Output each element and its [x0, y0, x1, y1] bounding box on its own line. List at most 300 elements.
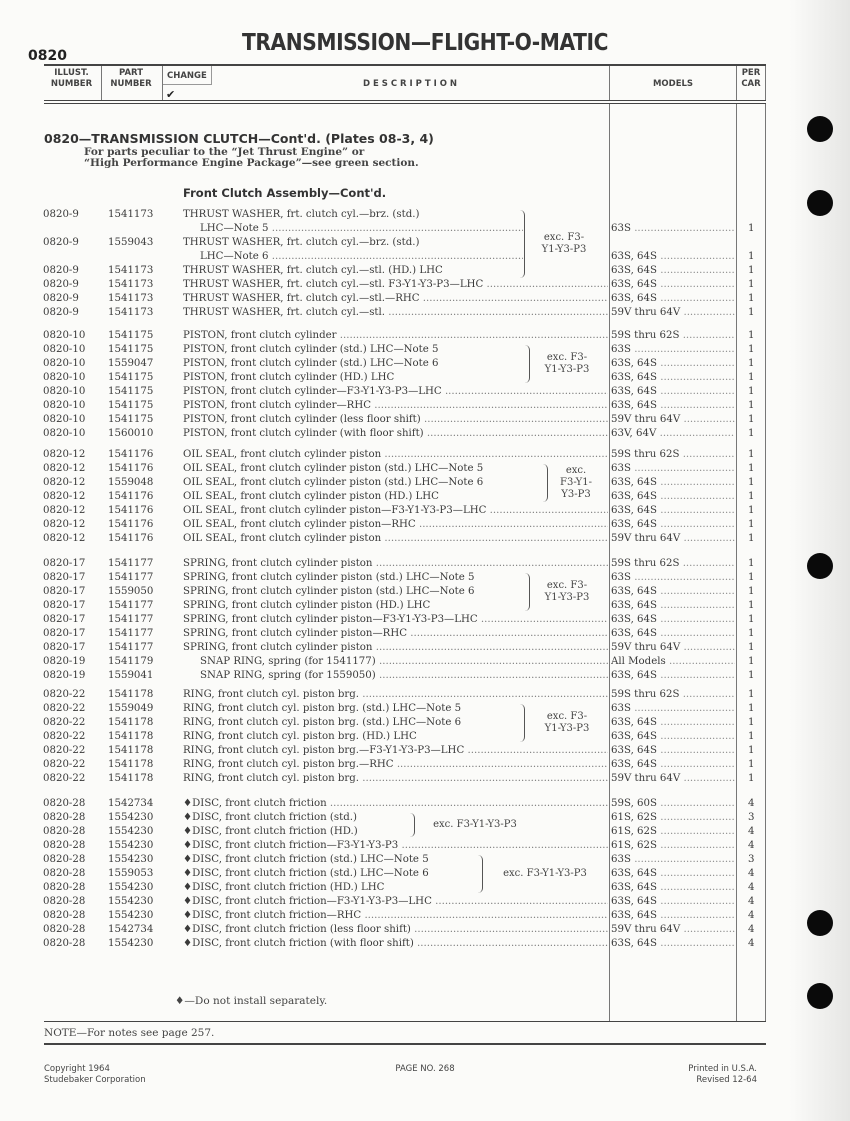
part-number: 1554230	[108, 812, 154, 823]
illust-number: 0820-9	[43, 265, 79, 276]
part-number: 1541175	[108, 344, 154, 355]
description: RING, front clutch cyl. piston brg. (std.) LHC—Note 5	[183, 703, 462, 714]
description: ♦DISC, front clutch friction—F3-Y1-Y3-P3—LHC .....	[183, 895, 608, 909]
illust-number: 0820-9	[43, 237, 79, 248]
part-number: 1541178	[108, 689, 154, 700]
models: 63S .....	[611, 343, 735, 357]
brace-bracket	[410, 813, 415, 837]
part-number: 1541173	[108, 279, 154, 290]
models: 59V thru 64V .....	[611, 306, 735, 320]
models: 63S, 64S .....	[611, 758, 735, 772]
note-top-rule	[44, 1021, 766, 1022]
description: OIL SEAL, front clutch cylinder piston .....	[183, 448, 608, 462]
part-number: 1541177	[108, 642, 154, 653]
models: 63S, 64S .....	[611, 476, 735, 490]
illust-number: 0820-22	[43, 759, 86, 770]
illust-number: 0820-28	[43, 798, 86, 809]
part-number: 1541173	[108, 265, 154, 276]
part-number: 1541176	[108, 449, 154, 460]
illust-number: 0820-28	[43, 882, 86, 893]
binder-hole	[807, 910, 833, 936]
part-number: 1559041	[108, 670, 154, 681]
col-header-change: CHANGE	[167, 71, 207, 81]
models: 61S, 62S .....	[611, 811, 735, 825]
quantity-per-car: 1	[748, 600, 755, 611]
models: 63S, 64S .....	[611, 909, 735, 923]
part-number: 1541175	[108, 372, 154, 383]
section-note-line: “High Performance Engine Package”—see green section.	[84, 157, 419, 169]
models: 63S, 64S .....	[611, 504, 735, 518]
binder-hole	[807, 983, 833, 1009]
illust-number: 0820-12	[43, 519, 86, 530]
quantity-per-car: 1	[748, 689, 755, 700]
description: THRUST WASHER, frt. clutch cyl.—stl. (HD.) LHC	[183, 265, 443, 276]
models: 63S .....	[611, 702, 735, 716]
part-number: 1541175	[108, 400, 154, 411]
description: SNAP RING, spring (for 1559050) .....	[183, 669, 608, 683]
illust-number: 0820-19	[43, 656, 86, 667]
illust-number: 0820-12	[43, 463, 86, 474]
part-number: 1541178	[108, 745, 154, 756]
part-number: 1542734	[108, 798, 154, 809]
illust-number: 0820-10	[43, 358, 86, 369]
description: PISTON, front clutch cylinder (with floor shift) .....	[183, 427, 608, 441]
brace-label: exc. F3- Y1-Y3-P3	[544, 352, 590, 375]
quantity-per-car: 4	[748, 896, 755, 907]
header-text: ILLUST.	[54, 68, 89, 78]
header-text: CAR	[741, 79, 761, 89]
section-heading: 0820—TRANSMISSION CLUTCH—Cont'd. (Plates 08-3, 4)	[44, 131, 434, 146]
col-divider	[609, 66, 610, 100]
description-continued: LHC—Note 5 .....	[200, 222, 523, 236]
description: THRUST WASHER, frt. clutch cyl.—stl.—RHC .....	[183, 292, 608, 306]
quantity-per-car: 1	[748, 386, 755, 397]
quantity-per-car: 1	[748, 414, 755, 425]
part-number: 1541176	[108, 491, 154, 502]
part-number: 1541173	[108, 293, 154, 304]
illust-number: 0820-22	[43, 773, 86, 784]
quantity-per-car: 1	[748, 628, 755, 639]
revised-line: Revised 12-64	[696, 1075, 757, 1085]
quantity-per-car: 4	[748, 868, 755, 879]
illust-number: 0820-28	[43, 868, 86, 879]
illust-number: 0820-28	[43, 854, 86, 865]
models: 63S, 64S .....	[611, 716, 735, 730]
description: ♦DISC, front clutch friction—RHC .....	[183, 909, 608, 923]
quantity-per-car: 1	[748, 731, 755, 742]
description: SPRING, front clutch cylinder piston .....	[183, 557, 608, 571]
page-note: NOTE—For notes see page 257.	[44, 1027, 215, 1039]
illust-number: 0820-28	[43, 924, 86, 935]
models: 59V thru 64V .....	[611, 641, 735, 655]
part-number: 1542734	[108, 924, 154, 935]
quantity-per-car: 1	[748, 533, 755, 544]
quantity-per-car: 3	[748, 854, 755, 865]
illust-number: 0820-17	[43, 628, 86, 639]
models: 63S, 64S .....	[611, 599, 735, 613]
description: RING, front clutch cyl. piston brg.—F3-Y1-Y3-P3—LHC .....	[183, 744, 608, 758]
description: SPRING, front clutch cylinder piston—F3-Y1-Y3-P3—LHC .....	[183, 613, 608, 627]
part-number: 1559048	[108, 477, 154, 488]
quantity-per-car: 1	[748, 642, 755, 653]
footnote: ♦—Do not install separately.	[175, 995, 328, 1007]
quantity-per-car: 4	[748, 826, 755, 837]
models: 59S thru 62S .....	[611, 557, 735, 571]
description: PISTON, front clutch cylinder .....	[183, 329, 608, 343]
description: THRUST WASHER, frt. clutch cyl.—brz. (std.)	[183, 237, 420, 248]
quantity-per-car: 1	[748, 428, 755, 439]
part-number: 1560010	[108, 428, 154, 439]
models: 63S, 64S .....	[611, 292, 735, 306]
illust-number: 0820-17	[43, 586, 86, 597]
description: OIL SEAL, front clutch cylinder piston (std.) LHC—Note 6	[183, 477, 484, 488]
sub-heading: Front Clutch Assembly—Cont'd.	[183, 186, 387, 200]
description: ♦DISC, front clutch friction (less floor shift) .....	[183, 923, 608, 937]
illust-number: 0820-28	[43, 840, 86, 851]
brace-bracket	[478, 855, 483, 893]
brace-label: exc. F3-Y1-Y3-P3	[433, 819, 517, 830]
illust-number: 0820-17	[43, 572, 86, 583]
models: 63S, 64S .....	[611, 867, 735, 881]
models: 59S thru 62S .....	[611, 688, 735, 702]
part-number: 1541178	[108, 773, 154, 784]
header-bottom-rule-2	[44, 103, 766, 104]
illust-number: 0820-10	[43, 414, 86, 425]
description: THRUST WASHER, frt. clutch cyl.—stl. .....	[183, 306, 608, 320]
header-text: PER	[741, 68, 761, 78]
part-number: 1541175	[108, 330, 154, 341]
quantity-per-car: 1	[748, 400, 755, 411]
description: RING, front clutch cyl. piston brg. .....	[183, 772, 608, 786]
illust-number: 0820-22	[43, 689, 86, 700]
models: 59S thru 62S .....	[611, 448, 735, 462]
qty-col-divider	[736, 104, 737, 1021]
illust-number: 0820-28	[43, 826, 86, 837]
col-header-per-car	[737, 68, 765, 90]
description: PISTON, front clutch cylinder (std.) LHC—Note 5	[183, 344, 439, 355]
part-number: 1541178	[108, 717, 154, 728]
models: 63S, 64S .....	[611, 278, 735, 292]
quantity-per-car: 1	[748, 251, 755, 262]
models: 61S, 62S .....	[611, 839, 735, 853]
description: PISTON, front clutch cylinder—F3-Y1-Y3-P3—LHC .....	[183, 385, 608, 399]
models: 63S, 64S .....	[611, 371, 735, 385]
illust-number: 0820-22	[43, 731, 86, 742]
quantity-per-car: 1	[748, 519, 755, 530]
brace-label: exc. F3- Y1-Y3-P3	[544, 580, 590, 603]
models: 63S, 64S .....	[611, 399, 735, 413]
illust-number: 0820-28	[43, 910, 86, 921]
quantity-per-car: 4	[748, 798, 755, 809]
illust-number: 0820-10	[43, 344, 86, 355]
col-header-models: MODELS	[652, 79, 694, 89]
col-header-illust	[44, 68, 99, 90]
illust-number: 0820-12	[43, 505, 86, 516]
description: ♦DISC, front clutch friction—F3-Y1-Y3-P3 .....	[183, 839, 608, 853]
description: ♦DISC, front clutch friction (HD.) LHC	[183, 882, 385, 893]
illust-number: 0820-22	[43, 745, 86, 756]
description: THRUST WASHER, frt. clutch cyl.—brz. (std.)	[183, 209, 420, 220]
quantity-per-car: 1	[748, 586, 755, 597]
quantity-per-car: 1	[748, 656, 755, 667]
illust-number: 0820-12	[43, 491, 86, 502]
part-number: 1541177	[108, 600, 154, 611]
part-number: 1559050	[108, 586, 154, 597]
quantity-per-car: 1	[748, 477, 755, 488]
part-number: 1541178	[108, 731, 154, 742]
illust-number: 0820-17	[43, 558, 86, 569]
description: OIL SEAL, front clutch cylinder piston (std.) LHC—Note 5	[183, 463, 484, 474]
models: 63S, 64S .....	[611, 881, 735, 895]
models: 63S, 64S .....	[611, 264, 735, 278]
illust-number: 0820-10	[43, 330, 86, 341]
section-note-line: For parts peculiar to the “Jet Thrust Engine” or	[84, 146, 365, 158]
illust-number: 0820-28	[43, 812, 86, 823]
quantity-per-car: 1	[748, 223, 755, 234]
section-note	[84, 147, 419, 169]
illust-number: 0820-12	[43, 533, 86, 544]
part-number: 1541177	[108, 628, 154, 639]
illust-number: 0820-12	[43, 477, 86, 488]
description: ♦DISC, front clutch friction (std.) LHC—Note 6	[183, 868, 429, 879]
part-number: 1541177	[108, 572, 154, 583]
col-header-part	[102, 68, 160, 90]
part-number: 1554230	[108, 840, 154, 851]
binder-hole	[807, 190, 833, 216]
part-number: 1541179	[108, 656, 154, 667]
models: 63S .....	[611, 222, 735, 236]
description: OIL SEAL, front clutch cylinder piston .....	[183, 532, 608, 546]
models: 63S .....	[611, 571, 735, 585]
col-divider	[101, 66, 102, 100]
quantity-per-car: 4	[748, 910, 755, 921]
models: 63S, 64S .....	[611, 744, 735, 758]
description: SPRING, front clutch cylinder piston (std.) LHC—Note 6	[183, 586, 475, 597]
quantity-per-car: 1	[748, 703, 755, 714]
binder-hole	[807, 116, 833, 142]
models: 63S, 64S .....	[611, 937, 735, 951]
quantity-per-car: 1	[748, 572, 755, 583]
models: 63S, 64S .....	[611, 895, 735, 909]
part-number: 1541177	[108, 614, 154, 625]
part-number: 1541176	[108, 533, 154, 544]
header-text: NUMBER	[110, 79, 152, 89]
models: 63S, 64S .....	[611, 357, 735, 371]
quantity-per-car: 1	[748, 614, 755, 625]
quantity-per-car: 1	[748, 449, 755, 460]
models: 59V thru 64V .....	[611, 772, 735, 786]
illust-number: 0820-17	[43, 642, 86, 653]
illust-number: 0820-9	[43, 293, 79, 304]
illust-number: 0820-10	[43, 372, 86, 383]
description-continued: LHC—Note 6 .....	[200, 250, 523, 264]
models-col-divider	[609, 104, 610, 1021]
binder-hole	[807, 553, 833, 579]
quantity-per-car: 1	[748, 307, 755, 318]
models: 63S, 64S .....	[611, 669, 735, 683]
description: ♦DISC, front clutch friction .....	[183, 797, 608, 811]
description: SPRING, front clutch cylinder piston (HD.) LHC	[183, 600, 431, 611]
quantity-per-car: 1	[748, 463, 755, 474]
part-number: 1554230	[108, 896, 154, 907]
description: OIL SEAL, front clutch cylinder piston—F3-Y1-Y3-P3—LHC .....	[183, 504, 608, 518]
part-number: 1559053	[108, 868, 154, 879]
printed-line: Printed in U.S.A.	[688, 1064, 757, 1074]
description: SPRING, front clutch cylinder piston .....	[183, 641, 608, 655]
copyright-line: Copyright 1964	[44, 1064, 110, 1074]
illust-number: 0820-9	[43, 307, 79, 318]
description: RING, front clutch cyl. piston brg. (HD.) LHC	[183, 731, 417, 742]
description: SPRING, front clutch cylinder piston—RHC .....	[183, 627, 608, 641]
quantity-per-car: 1	[748, 670, 755, 681]
description: PISTON, front clutch cylinder (less floor shift) .....	[183, 413, 608, 427]
description: OIL SEAL, front clutch cylinder piston—RHC .....	[183, 518, 608, 532]
illust-number: 0820-28	[43, 938, 86, 949]
description: RING, front clutch cyl. piston brg. .....	[183, 688, 608, 702]
part-number: 1559047	[108, 358, 154, 369]
part-number: 1541173	[108, 209, 154, 220]
part-number: 1541176	[108, 505, 154, 516]
quantity-per-car: 4	[748, 882, 755, 893]
models: 63S, 64S .....	[611, 730, 735, 744]
brace-bracket	[543, 464, 548, 502]
quantity-per-car: 1	[748, 717, 755, 728]
models: 63S .....	[611, 853, 735, 867]
models: 59V thru 64V .....	[611, 923, 735, 937]
col-divider	[765, 66, 766, 100]
part-number: 1559049	[108, 703, 154, 714]
illust-number: 0820-19	[43, 670, 86, 681]
part-number: 1559043	[108, 237, 154, 248]
models: 63S, 64S .....	[611, 627, 735, 641]
illust-number: 0820-17	[43, 600, 86, 611]
illust-number: 0820-28	[43, 896, 86, 907]
checkmark-icon: ✔	[166, 88, 176, 101]
part-number: 1554230	[108, 826, 154, 837]
quantity-per-car: 1	[748, 773, 755, 784]
note-bottom-rule	[44, 1043, 766, 1045]
description: PISTON, front clutch cylinder (HD.) LHC	[183, 372, 395, 383]
description: PISTON, front clutch cylinder—RHC .....	[183, 399, 608, 413]
brace-bracket	[520, 210, 525, 278]
models: 63S .....	[611, 462, 735, 476]
brace-label: exc. F3-Y1- Y3-P3	[560, 465, 592, 500]
description: OIL SEAL, front clutch cylinder piston (HD.) LHC	[183, 491, 439, 502]
brace-bracket	[525, 573, 530, 611]
quantity-per-car: 1	[748, 505, 755, 516]
quantity-per-car: 1	[748, 759, 755, 770]
quantity-per-car: 1	[748, 279, 755, 290]
models: 63V, 64V .....	[611, 427, 735, 441]
brace-bracket	[520, 704, 525, 742]
brace-bracket	[525, 345, 530, 383]
print-info	[688, 1064, 757, 1086]
page-number: PAGE NO. 268	[395, 1064, 455, 1074]
models: 63S, 64S .....	[611, 490, 735, 504]
section-number: 0820	[28, 48, 67, 64]
brace-label: exc. F3- Y1-Y3-P3	[541, 232, 587, 255]
quantity-per-car: 4	[748, 938, 755, 949]
models: 61S, 62S .....	[611, 825, 735, 839]
illust-number: 0820-9	[43, 279, 79, 290]
brace-label: exc. F3- Y1-Y3-P3	[544, 711, 590, 734]
part-number: 1541176	[108, 463, 154, 474]
description: SNAP RING, spring (for 1541177) .....	[183, 655, 608, 669]
description: THRUST WASHER, frt. clutch cyl.—stl. F3-Y1-Y3-P3—LHC .....	[183, 278, 608, 292]
part-number: 1541178	[108, 759, 154, 770]
models: 59V thru 64V .....	[611, 413, 735, 427]
part-number: 1541175	[108, 414, 154, 425]
quantity-per-car: 1	[748, 491, 755, 502]
col-header-description: D E S C R I P T I O N	[362, 79, 458, 89]
description: ♦DISC, front clutch friction (with floor shift) .....	[183, 937, 608, 951]
quantity-per-car: 1	[748, 330, 755, 341]
quantity-per-car: 1	[748, 745, 755, 756]
description: PISTON, front clutch cylinder (std.) LHC—Note 6	[183, 358, 439, 369]
quantity-per-car: 4	[748, 840, 755, 851]
models: 63S, 64S .....	[611, 385, 735, 399]
copyright-line: Studebaker Corporation	[44, 1075, 146, 1085]
models: 63S, 64S .....	[611, 585, 735, 599]
col-divider	[162, 66, 163, 100]
part-number: 1554230	[108, 910, 154, 921]
models: 59V thru 64V .....	[611, 532, 735, 546]
illust-number: 0820-22	[43, 717, 86, 728]
illust-number: 0820-10	[43, 400, 86, 411]
illust-number: 0820-22	[43, 703, 86, 714]
description: SPRING, front clutch cylinder piston (std.) LHC—Note 5	[183, 572, 475, 583]
right-border	[765, 104, 766, 1021]
illust-number: 0820-9	[43, 209, 79, 220]
quantity-per-car: 1	[748, 293, 755, 304]
header-top-rule	[44, 64, 766, 66]
part-number: 1541177	[108, 558, 154, 569]
page-title: TRANSMISSION—FLIGHT-O-MATIC	[242, 30, 608, 56]
description: ♦DISC, front clutch friction (std.) LHC—Note 5	[183, 854, 429, 865]
illust-number: 0820-17	[43, 614, 86, 625]
quantity-per-car: 3	[748, 812, 755, 823]
models: 63S, 64S .....	[611, 613, 735, 627]
quantity-per-car: 4	[748, 924, 755, 935]
header-bottom-rule	[44, 100, 766, 101]
description: RING, front clutch cyl. piston brg.—RHC .....	[183, 758, 608, 772]
illust-number: 0820-10	[43, 386, 86, 397]
models: All Models .....	[611, 655, 735, 669]
part-number: 1554230	[108, 882, 154, 893]
header-text: PART	[119, 68, 143, 78]
illust-number: 0820-12	[43, 449, 86, 460]
part-number: 1541173	[108, 307, 154, 318]
quantity-per-car: 1	[748, 358, 755, 369]
part-number: 1554230	[108, 854, 154, 865]
models: 63S, 64S .....	[611, 518, 735, 532]
description: RING, front clutch cyl. piston brg. (std.) LHC—Note 6	[183, 717, 462, 728]
part-number: 1541176	[108, 519, 154, 530]
quantity-per-car: 1	[748, 372, 755, 383]
models: 59S, 60S .....	[611, 797, 735, 811]
models: 59S thru 62S .....	[611, 329, 735, 343]
col-divider	[736, 66, 737, 100]
part-number: 1541175	[108, 386, 154, 397]
part-number: 1554230	[108, 938, 154, 949]
models: 63S, 64S .....	[611, 250, 735, 264]
quantity-per-car: 1	[748, 558, 755, 569]
quantity-per-car: 1	[748, 344, 755, 355]
quantity-per-car: 1	[748, 265, 755, 276]
description: ♦DISC, front clutch friction (std.)	[183, 812, 357, 823]
header-text: NUMBER	[50, 79, 93, 89]
brace-label: exc. F3-Y1-Y3-P3	[503, 868, 587, 879]
